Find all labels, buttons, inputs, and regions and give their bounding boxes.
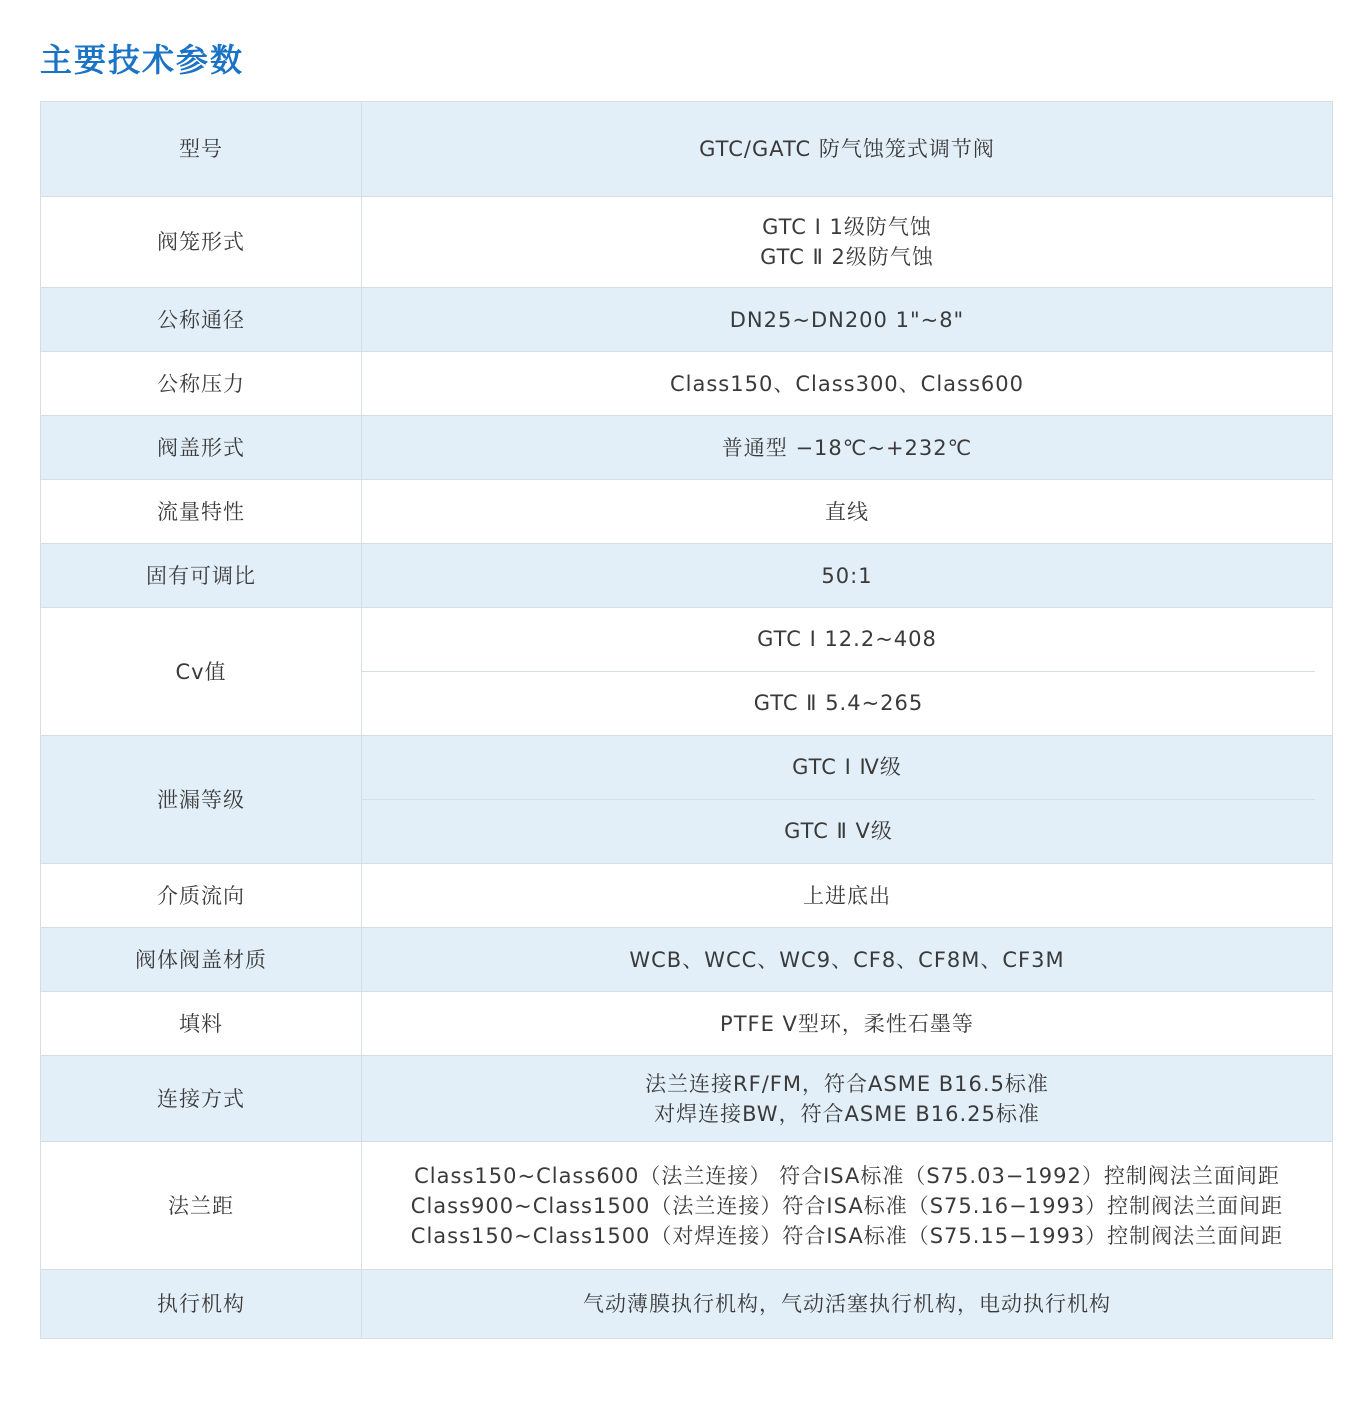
row-value: 直线 — [362, 480, 1333, 544]
table-row-bonnet-type — [41, 416, 1333, 480]
row-value — [362, 608, 1333, 736]
row-label: 阀体阀盖材质 — [41, 928, 362, 992]
row-label: 公称通径 — [41, 288, 362, 352]
table-row-actuator — [41, 1270, 1333, 1339]
row-value: WCB、WCC、WC9、CF8、CF8M、CF3M — [362, 928, 1333, 992]
value-line: GTC Ⅰ 1级防气蚀 — [762, 215, 932, 239]
table-row-model — [41, 102, 1333, 197]
row-label: 法兰距 — [41, 1142, 362, 1270]
table-row-flow-characteristic — [41, 480, 1333, 544]
row-value — [362, 1142, 1333, 1270]
row-label: 阀笼形式 — [41, 197, 362, 288]
value-line: 对焊连接BW，符合ASME B16.25标准 — [654, 1101, 1040, 1126]
row-label: Cv值 — [41, 608, 362, 736]
row-value — [362, 1056, 1333, 1142]
table-row-nominal-pressure — [41, 352, 1333, 416]
row-label: 介质流向 — [41, 864, 362, 928]
row-value — [362, 197, 1333, 288]
row-label: 泄漏等级 — [41, 736, 362, 864]
row-value: DN25~DN200 1"~8" — [362, 288, 1333, 352]
row-label: 固有可调比 — [41, 544, 362, 608]
value-sub: GTC Ⅱ Ⅴ级 — [362, 799, 1315, 863]
row-value — [362, 736, 1333, 864]
table-row-leakage-class — [41, 736, 1333, 864]
row-label: 型号 — [41, 102, 362, 197]
row-label: 阀盖形式 — [41, 416, 362, 480]
row-label: 连接方式 — [41, 1056, 362, 1142]
table-row-connection — [41, 1056, 1333, 1142]
row-value: PTFE V型环，柔性石墨等 — [362, 992, 1333, 1056]
row-value: GTC/GATC 防气蚀笼式调节阀 — [362, 102, 1333, 197]
table-row-rangeability — [41, 544, 1333, 608]
table-row-cage-type — [41, 197, 1333, 288]
table-row-nominal-diameter — [41, 288, 1333, 352]
value-sub: GTC Ⅰ Ⅳ级 — [792, 755, 902, 779]
value-sub: GTC Ⅰ 12.2~408 — [757, 627, 937, 651]
value-line: Class150~Class1500（对焊连接）符合ISA标准（S75.15−1993）控制阀法兰面间距 — [410, 1223, 1284, 1248]
value-line: Class150~Class600（法兰连接） 符合ISA标准（S75.03−1992）控制阀法兰面间距 — [414, 1163, 1280, 1188]
row-value: 普通型 −18℃~+232℃ — [362, 416, 1333, 480]
row-label: 公称压力 — [41, 352, 362, 416]
value-line: 法兰连接RF/FM，符合ASME B16.5标准 — [645, 1071, 1049, 1096]
table-row-body-material — [41, 928, 1333, 992]
row-value: 上进底出 — [362, 864, 1333, 928]
page-title: 主要技术参数 — [40, 41, 245, 79]
table-row-cv-value — [41, 608, 1333, 736]
table-row-face-to-face — [41, 1142, 1333, 1270]
row-label: 流量特性 — [41, 480, 362, 544]
value-line: Class900~Class1500（法兰连接）符合ISA标准（S75.16−1993）控制阀法兰面间距 — [410, 1193, 1284, 1218]
row-label: 执行机构 — [41, 1270, 362, 1339]
spec-table — [40, 101, 1333, 1339]
row-value: Class150、Class300、Class600 — [362, 352, 1333, 416]
row-label: 填料 — [41, 992, 362, 1056]
table-row-flow-direction — [41, 864, 1333, 928]
row-value: 50:1 — [362, 544, 1333, 608]
value-line: GTC Ⅱ 2级防气蚀 — [760, 245, 934, 269]
table-row-packing — [41, 992, 1333, 1056]
row-value: 气动薄膜执行机构，气动活塞执行机构，电动执行机构 — [362, 1270, 1333, 1339]
value-sub: GTC Ⅱ 5.4~265 — [362, 671, 1315, 735]
